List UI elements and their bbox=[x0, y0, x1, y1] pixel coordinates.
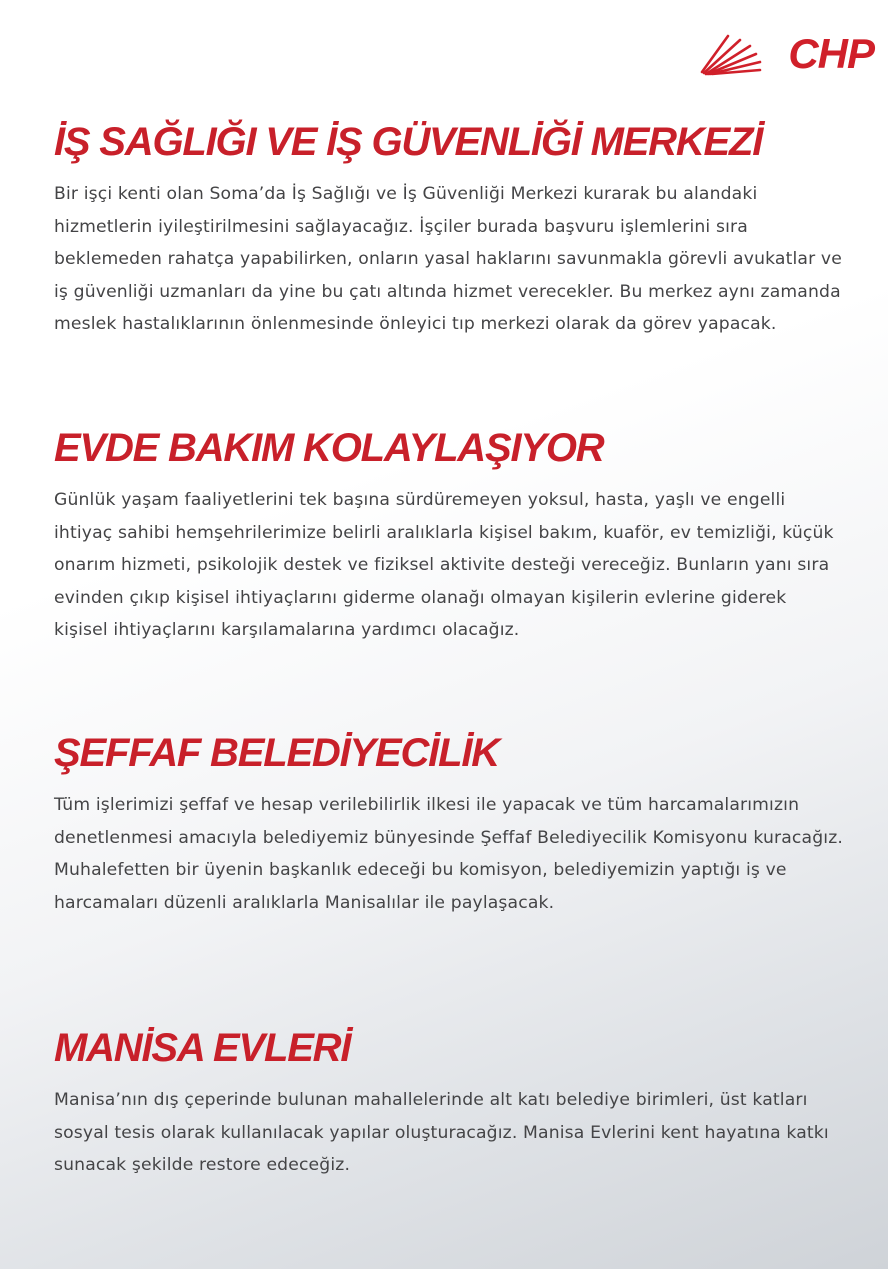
section-body: Tüm işlerimizi şeffaf ve hesap verilebilirlik ilkesi ile yapacak ve tüm harcamalarımızın denetlenmesi amacıyla belediyemiz bünyesinde Şeffaf Belediyecilik Komisyonu kuracağız. Muhalefetten bir üyenin başkanlık edeceği bu komisyon, belediyemizin yaptığı iş ve harcamaları düzenli aralıklarla Manisalılar ile paylaşacak. bbox=[54, 795, 843, 913]
six-arrows-icon bbox=[698, 30, 764, 76]
section-body: Manisa’nın dış çeperinde bulunan mahallelerinde alt katı belediye birimleri, üst katları sosyal tesis olarak kullanılacak yapılar oluşturacağız. Manisa Evlerini kent hayatına katkı sunacak şekilde restore edeceğiz. bbox=[54, 1090, 829, 1176]
section-is-sagligi bbox=[54, 116, 844, 341]
section-manisa-evleri bbox=[54, 1022, 844, 1182]
section-heading: İŞ SAĞLIĞI VE İŞ GÜVENLİĞİ MERKEZİ bbox=[54, 120, 763, 164]
logo-text: CHP bbox=[788, 30, 874, 77]
section-seffaf-belediyecilik bbox=[54, 727, 844, 919]
section-body: Bir işçi kenti olan Soma’da İş Sağlığı ve İş Güvenliği Merkezi kurarak bu alandaki hizmetlerin iyileştirilmesini sağlayacağız. İşçiler burada başvuru işlemlerini sıra beklemeden rahatça yapabilirken, onların yasal haklarını savunmakla görevli avukatlar ve iş güvenliği uzmanları da yine bu çatı altında hizmet verecekler. Bu merkez aynı zamanda meslek hastalıklarının önlenmesinde önleyici tıp merkezi olarak da görev yapacak. bbox=[54, 184, 842, 335]
section-body: Günlük yaşam faaliyetlerini tek başına sürdüremeyen yoksul, hasta, yaşlı ve engelli ihtiyaç sahibi hemşehrilerimize belirli aralıklarla kişisel bakım, kuaför, ev temizliği, küçük onarım hizmeti, psikolojik destek ve fiziksel aktivite desteği vereceğiz. Bunların yanı sıra evinden çıkıp kişisel ihtiyaçlarını giderme olanağı olmayan kişilerin evlerine giderek kişisel ihtiyaçlarını karşılamalarına yardımcı olacağız. bbox=[54, 490, 834, 641]
section-heading: MANİSA EVLERİ bbox=[54, 1026, 351, 1070]
section-heading: EVDE BAKIM KOLAYLAŞIYOR bbox=[54, 426, 604, 470]
section-evde-bakim bbox=[54, 422, 844, 647]
section-heading: ŞEFFAF BELEDİYECİLİK bbox=[54, 731, 499, 775]
chp-logo bbox=[698, 28, 874, 80]
